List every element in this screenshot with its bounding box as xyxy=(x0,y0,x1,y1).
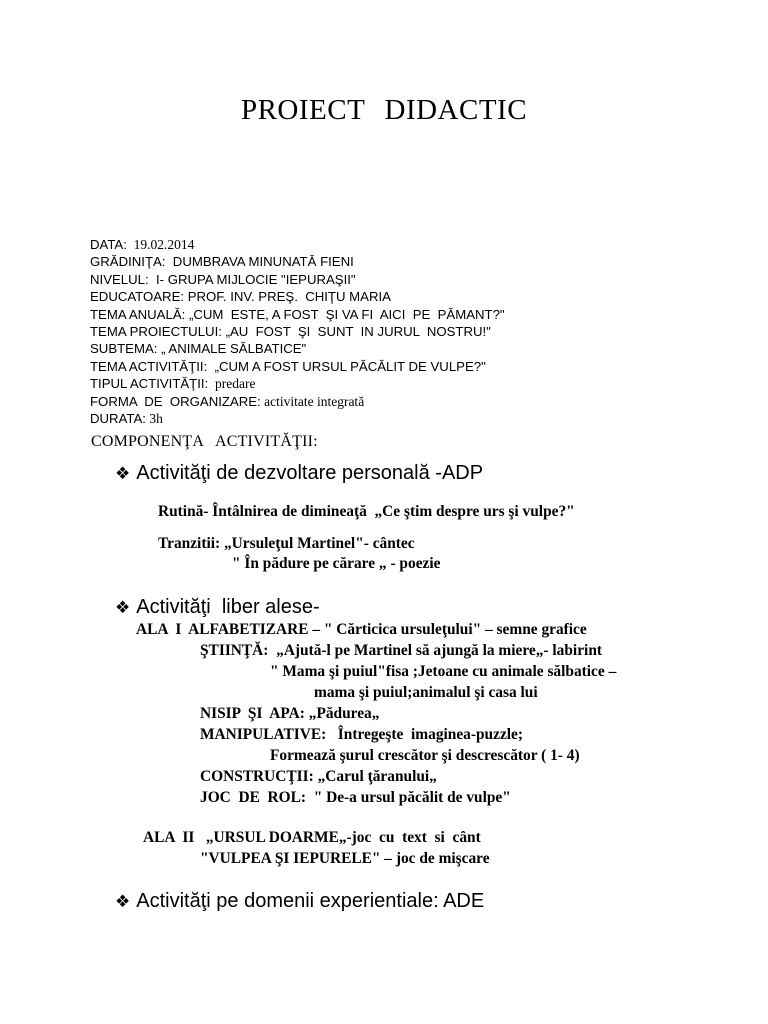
tranzitii-line-2: " În pădure pe cărare „ - poezie xyxy=(232,555,441,572)
info-label: NIVELUL: xyxy=(90,271,149,287)
section-adp-label: Activităţi de dezvoltare personală -ADP xyxy=(136,462,484,484)
stiinta-line: ŞTIINŢĂ: „Ajută-l pe Martinel să ajungă la miere„- labirint xyxy=(200,642,602,659)
info-row-gradinita xyxy=(90,253,505,270)
ala2-line-2: "VULPEA ŞI IEPURELE" – joc de mişcare xyxy=(200,850,490,867)
section-adp-heading xyxy=(115,462,483,485)
ala1-line: ALA I ALFABETIZARE – " Cărticica ursuleţului" – semne grafice xyxy=(136,621,587,638)
info-value: „CUM A FOST URSUL PĂCĂLIT DE VULPE?" xyxy=(207,358,486,374)
stiinta-line-3: mama şi puiul;animalul şi casa lui xyxy=(314,684,538,701)
info-row-tipul-activitatii xyxy=(90,375,505,392)
info-row-tema-anuala xyxy=(90,306,505,323)
diamond-star-bullet-icon: ❖ xyxy=(115,892,131,911)
stiinta-line-2: " Mama şi puiul"fisa ;Jetoane cu animale sălbatice – xyxy=(270,663,617,680)
info-label: DURATA: xyxy=(90,411,146,427)
componenta-heading: COMPONENŢA ACTIVITĂŢII: xyxy=(91,433,318,450)
document-title: PROIECT DIDACTIC xyxy=(240,94,528,126)
diamond-star-bullet-icon: ❖ xyxy=(115,598,131,617)
info-value: 19.02.2014 xyxy=(126,237,195,252)
constructii-line: CONSTRUCŢII: „Carul ţăranului„ xyxy=(200,768,437,785)
info-block xyxy=(90,236,505,427)
info-value: PROF. INV. PREŞ. CHIŢU MARIA xyxy=(184,289,391,305)
manipulative-line: MANIPULATIVE: Întregeşte imaginea-puzzle; xyxy=(200,726,524,743)
info-label: FORMA DE ORGANIZARE: xyxy=(90,393,261,409)
info-row-forma-organizare xyxy=(90,393,505,410)
info-value: activitate integrată xyxy=(260,393,365,409)
section-ala-label: Activităţi liber alese- xyxy=(136,596,320,618)
info-row-tema-proiectului xyxy=(90,323,505,340)
info-value: „CUM ESTE, A FOST ŞI VA FI AICI PE PĂMANT?" xyxy=(185,306,505,322)
info-row-nivelul xyxy=(90,271,505,288)
info-row-educatoare xyxy=(90,288,505,305)
joc-de-rol-line: JOC DE ROL: " De-a ursul păcălit de vulpe" xyxy=(200,789,511,806)
diamond-star-bullet-icon: ❖ xyxy=(115,464,131,483)
section-ade-heading xyxy=(115,890,484,913)
info-label: EDUCATOARE: xyxy=(90,289,185,305)
info-value: „AU FOST ŞI SUNT IN JURUL NOSTRU!" xyxy=(221,324,491,340)
ala2-line: ALA II „URSUL DOARME„-joc cu text si cânt xyxy=(143,829,481,846)
info-label: TEMA ACTIVITĂŢII: xyxy=(90,358,208,374)
info-label: TEMA ANUALĂ: xyxy=(90,306,186,322)
info-label: DATA: xyxy=(90,237,127,252)
info-label: TEMA PROIECTULUI: xyxy=(90,324,222,340)
nisip-line: NISIP ŞI APA: „Pădurea„ xyxy=(200,705,380,722)
info-label: SUBTEMA: xyxy=(90,341,158,357)
section-ade-label: Activităţi pe domenii experientiale: ADE xyxy=(136,890,485,912)
info-row-subtema xyxy=(90,340,505,357)
info-value: „ ANIMALE SĂLBATICE" xyxy=(157,341,307,357)
manipulative-line-2: Formează şurul crescător şi descrescător ( 1- 4) xyxy=(270,747,580,764)
info-label: GRĂDINIŢA: xyxy=(90,254,166,270)
tranzitii-line: Tranzitii: „Ursuleţul Martinel"- cântec xyxy=(158,535,415,552)
info-value: predare xyxy=(208,376,256,392)
info-row-data xyxy=(90,236,505,253)
info-row-tema-activitatii xyxy=(90,358,505,375)
info-value: I- GRUPA MIJLOCIE "IEPURAŞII" xyxy=(148,271,356,287)
info-row-durata xyxy=(90,410,505,427)
info-value: 3h xyxy=(145,411,163,427)
rutina-line: Rutină- Întâlnirea de dimineaţă „Ce ştim despre urs şi vulpe?" xyxy=(158,503,575,520)
info-label: TIPUL ACTIVITĂŢII: xyxy=(90,376,209,392)
section-ala-heading xyxy=(115,596,320,619)
info-value: DUMBRAVA MINUNATĂ FIENI xyxy=(165,254,354,270)
